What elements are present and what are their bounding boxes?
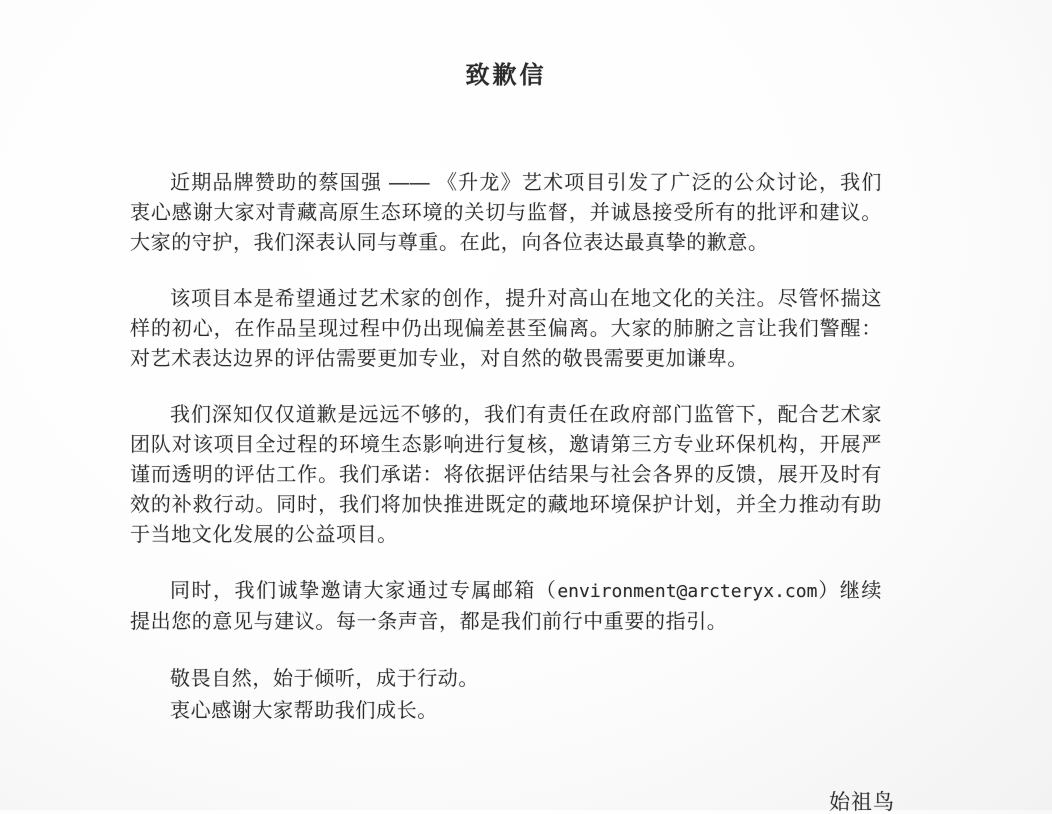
closing-block bbox=[130, 663, 882, 727]
email-address: environment@arcteryx.com bbox=[557, 581, 818, 602]
letter-content bbox=[130, 0, 882, 727]
contact-text-after: ）继续提出您的意见与建议。每一条声音，都是我们前行中重要的指引。 bbox=[130, 580, 882, 633]
paragraph-remediation-commitment: 我们深知仅仅道歉是远远不够的，我们有责任在政府部门监管下，配合艺术家团队对该项目全过程的环境生态影响进行复核，邀请第三方专业环保机构，开展严谨而透明的评估工作。我们承诺：将依据评估结果与社会各界的反馈，展开及时有效的补救行动。同时，我们将加快推进既定的藏地环境保护计划，并全力推动有助于当地文化发展的公益项目。 bbox=[130, 404, 882, 546]
letter-title: 致歉信 bbox=[465, 62, 547, 89]
paragraph-intro-apology: 近期品牌赞助的蔡国强 —— 《升龙》艺术项目引发了广泛的公众讨论，我们衷心感谢大家对青藏高原生态环境的关切与监督，并诚恳接受所有的批评和建议。大家的守护，我们深表认同与尊重。在此，向各位表达最真挚的歉意。 bbox=[130, 172, 882, 254]
letter-body bbox=[130, 168, 882, 727]
closing-line-thanks: 衷心感谢大家帮助我们成长。 bbox=[170, 700, 438, 722]
signature-brand: 始祖鸟 bbox=[829, 791, 895, 814]
paragraph-contact bbox=[130, 576, 882, 637]
contact-text-before: 同时，我们诚挚邀请大家通过专属邮箱（ bbox=[170, 580, 558, 602]
closing-line-motto: 敬畏自然，始于倾听，成于行动。 bbox=[170, 668, 479, 690]
paragraph-project-reflection: 该项目本是希望通过艺术家的创作，提升对高山在地文化的关注。尽管怀揣这样的初心，在作品呈现过程中仍出现偏差甚至偏离。大家的肺腑之言让我们警醒：对艺术表达边界的评估需要更加专业，对自然的敬畏需要更加谦卑。 bbox=[130, 288, 882, 370]
